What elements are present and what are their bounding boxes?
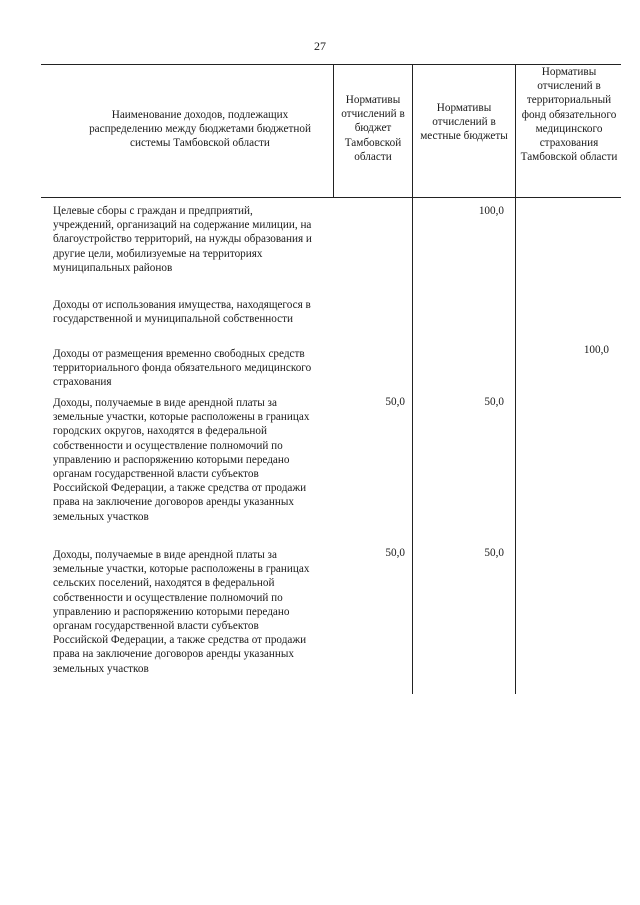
local-value: 50,0 bbox=[484, 396, 504, 408]
page-number: 27 bbox=[314, 39, 326, 53]
income-row-name: Доходы от размещения временно свободных средств территориального фонда обязательного медицинского страхования bbox=[53, 348, 312, 389]
income-row-name: Доходы от использования имущества, находящегося в государственной и муниципальной собственности bbox=[53, 299, 311, 326]
header-medical-fund: Нормативы отчислений в территориальный фонд обязательного медицинского страхования Тамбовской области bbox=[520, 66, 618, 164]
header-bottom-rule bbox=[41, 197, 621, 198]
income-row-name: Доходы, получаемые в виде арендной платы за земельные участки, которые расположены в границах сельских поселений, находятся в федеральной собственности и осуществление полномочий по управлению и распоряжению которыми передано органам государственной власти субъектов Российской Федерации, а также средства от продажи права на заключение договоров аренды указанных земельных участков bbox=[53, 549, 310, 675]
header-local-budgets: Нормативы отчислений в местные бюджеты bbox=[420, 102, 508, 143]
local-value: 100,0 bbox=[478, 205, 504, 217]
column-divider-2 bbox=[412, 64, 413, 694]
fund-value: 100,0 bbox=[583, 344, 609, 356]
header-name-column: Наименование доходов, подлежащих распределению между бюджетами бюджетной системы Тамбовской области bbox=[89, 109, 311, 150]
local-value: 50,0 bbox=[484, 547, 504, 559]
regional-value: 50,0 bbox=[385, 547, 405, 559]
header-regional-budget: Нормативы отчислений в бюджет Тамбовской области bbox=[341, 94, 405, 163]
income-row-name: Целевые сборы с граждан и предприятий, учреждений, организаций на содержание милиции, на благоустройство территорий, на нужды образования и другие цели, мобилизуемые на территориях муниципальных районов bbox=[53, 205, 312, 274]
column-divider-1 bbox=[333, 64, 334, 198]
regional-value: 50,0 bbox=[385, 396, 405, 408]
income-row-name: Доходы, получаемые в виде арендной платы за земельные участки, которые расположены в границах городских округов, находятся в федеральной собственности и осуществление полномочий по управлению и распоряжению которыми передано органам государственной власти субъектов Российской Федерации, а также средства от продажи права на заключение договоров аренды указанных земельных участков bbox=[53, 397, 310, 523]
